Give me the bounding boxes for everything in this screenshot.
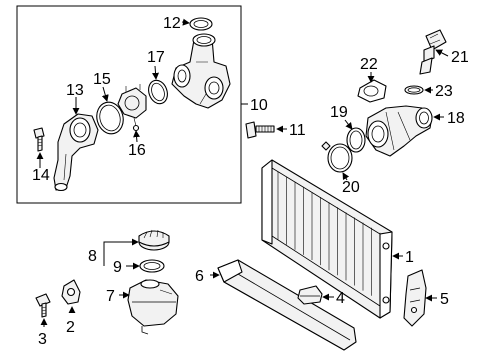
callout-8: 8 (88, 248, 97, 265)
part-22-gasket (358, 80, 386, 102)
callout-2: 2 (66, 319, 75, 336)
callout-18: 18 (447, 110, 465, 127)
part-2-clip (62, 280, 80, 304)
leader-17 (155, 66, 156, 79)
part-23-seal (405, 86, 423, 94)
part-19-seal (347, 128, 365, 152)
callout-20: 20 (342, 179, 360, 196)
part-7-expansion-tank (128, 280, 178, 334)
callout-1: 1 (405, 249, 414, 266)
callout-15: 15 (93, 71, 111, 88)
leader-16 (136, 131, 137, 142)
part-17-seal (145, 78, 170, 107)
leader-15 (103, 87, 107, 101)
callout-13: 13 (66, 82, 84, 99)
callout-6: 6 (195, 268, 204, 285)
callout-14: 14 (32, 167, 50, 184)
part-12-seal (190, 18, 212, 30)
callout-3: 3 (38, 331, 47, 348)
leader-19 (345, 120, 352, 129)
callout-4: 4 (336, 290, 345, 307)
part-5-bracket (404, 270, 426, 326)
part-21-sensor (420, 30, 446, 74)
callout-23: 23 (435, 83, 453, 100)
callout-7: 7 (106, 288, 115, 305)
leader-8-upper (104, 242, 138, 255)
part-4-mount (298, 286, 322, 304)
callout-19: 19 (330, 104, 348, 121)
part-3-bolt (36, 294, 50, 317)
part-11-bolt (246, 122, 274, 138)
part-8-reservoir-cap (139, 230, 169, 250)
callout-9: 9 (113, 259, 122, 276)
callout-22: 22 (360, 56, 378, 73)
part-9-seal (140, 260, 164, 272)
callout-21: 21 (451, 49, 469, 66)
callout-5: 5 (440, 291, 449, 308)
part-13-inlet-housing (54, 114, 98, 191)
part-20-clamp (322, 142, 352, 172)
callout-10: 10 (250, 97, 268, 114)
callout-16: 16 (128, 142, 146, 159)
callout-11: 11 (289, 122, 306, 139)
callout-17: 17 (147, 49, 165, 66)
water-outlet-housing (172, 34, 230, 108)
callout-12: 12 (163, 15, 181, 32)
leader-12 (182, 22, 189, 23)
part-18-flange (366, 106, 432, 156)
leader-21 (436, 50, 448, 56)
part-14-bolt (34, 128, 44, 151)
